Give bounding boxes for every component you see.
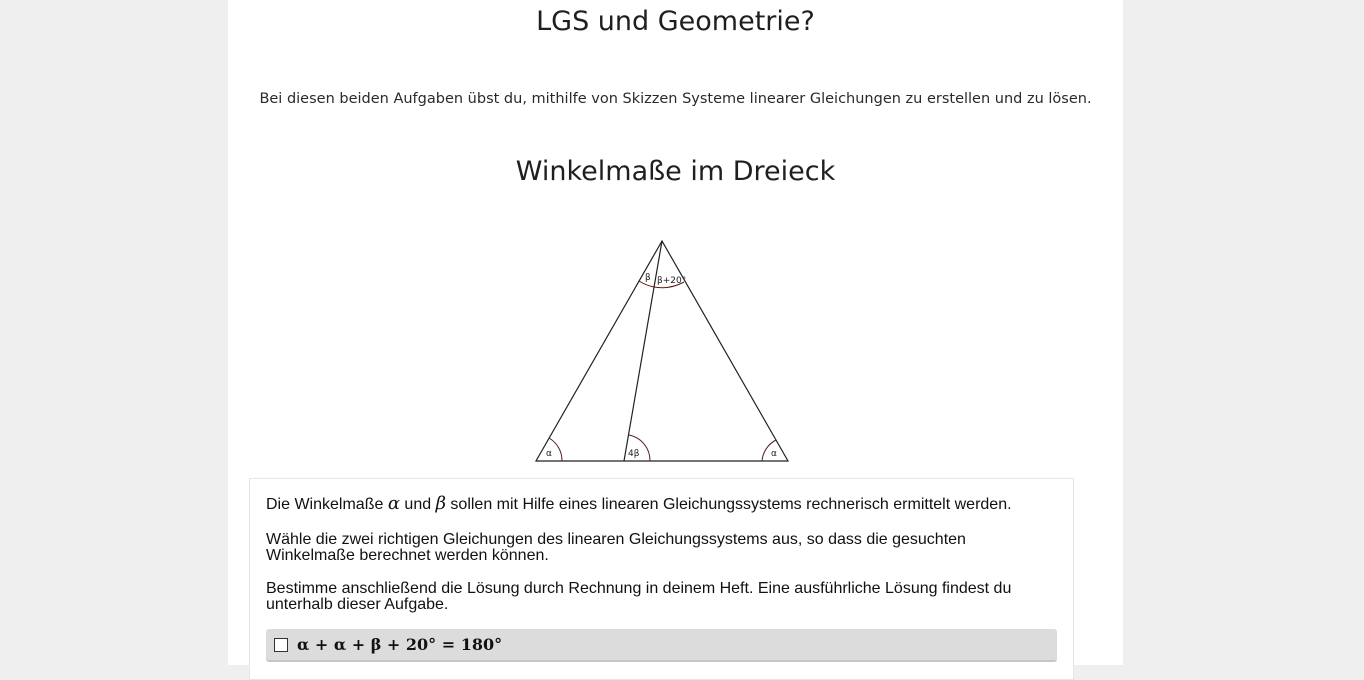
- task-paragraph-2: Wähle die zwei richtigen Gleichungen des linearen Gleichungssystems aus, so dass die gesuchten Winkelmaße berechnet werden können.: [266, 531, 966, 564]
- label-alpha-right: α: [771, 449, 777, 459]
- triangle-figure: [528, 232, 798, 468]
- intro-text: Bei diesen beiden Aufgaben übst du, mithilfe von Skizzen Systeme linearer Gleichungen zu erstellen und zu lösen.: [259, 91, 1092, 107]
- task-p1-and: und: [399, 496, 436, 513]
- content-page: [228, 0, 1123, 665]
- triangle-diagram: [528, 232, 798, 468]
- label-four-beta: 4β: [628, 449, 640, 459]
- task-box: [249, 478, 1074, 680]
- answer-option[interactable]: [266, 629, 1057, 662]
- section-title: Winkelmaße im Dreieck: [515, 156, 836, 187]
- triangle-outline: [536, 241, 788, 461]
- math-beta: β: [435, 493, 446, 514]
- task-p1-end: sollen mit Hilfe eines linearen Gleichungssystems rechnerisch ermittelt werden.: [445, 496, 1012, 513]
- option-equation: α + α + β + 20° = 180°: [297, 635, 503, 654]
- page-title: LGS und Geometrie?: [536, 6, 815, 37]
- label-beta-top: β: [645, 273, 651, 283]
- label-alpha-left: α: [546, 449, 552, 459]
- label-beta-plus-20: β+20°: [657, 276, 687, 286]
- task-paragraph-1: [266, 493, 1036, 514]
- task-paragraph-3: Bestimme anschließend die Lösung durch Rechnung in deinem Heft. Eine ausführliche Lösung findest du unterhalb dieser Aufgabe.: [266, 580, 1012, 613]
- math-alpha: α: [387, 493, 400, 514]
- option-checkbox[interactable]: [274, 638, 288, 652]
- task-p1-start: Die Winkelmaße: [266, 496, 388, 513]
